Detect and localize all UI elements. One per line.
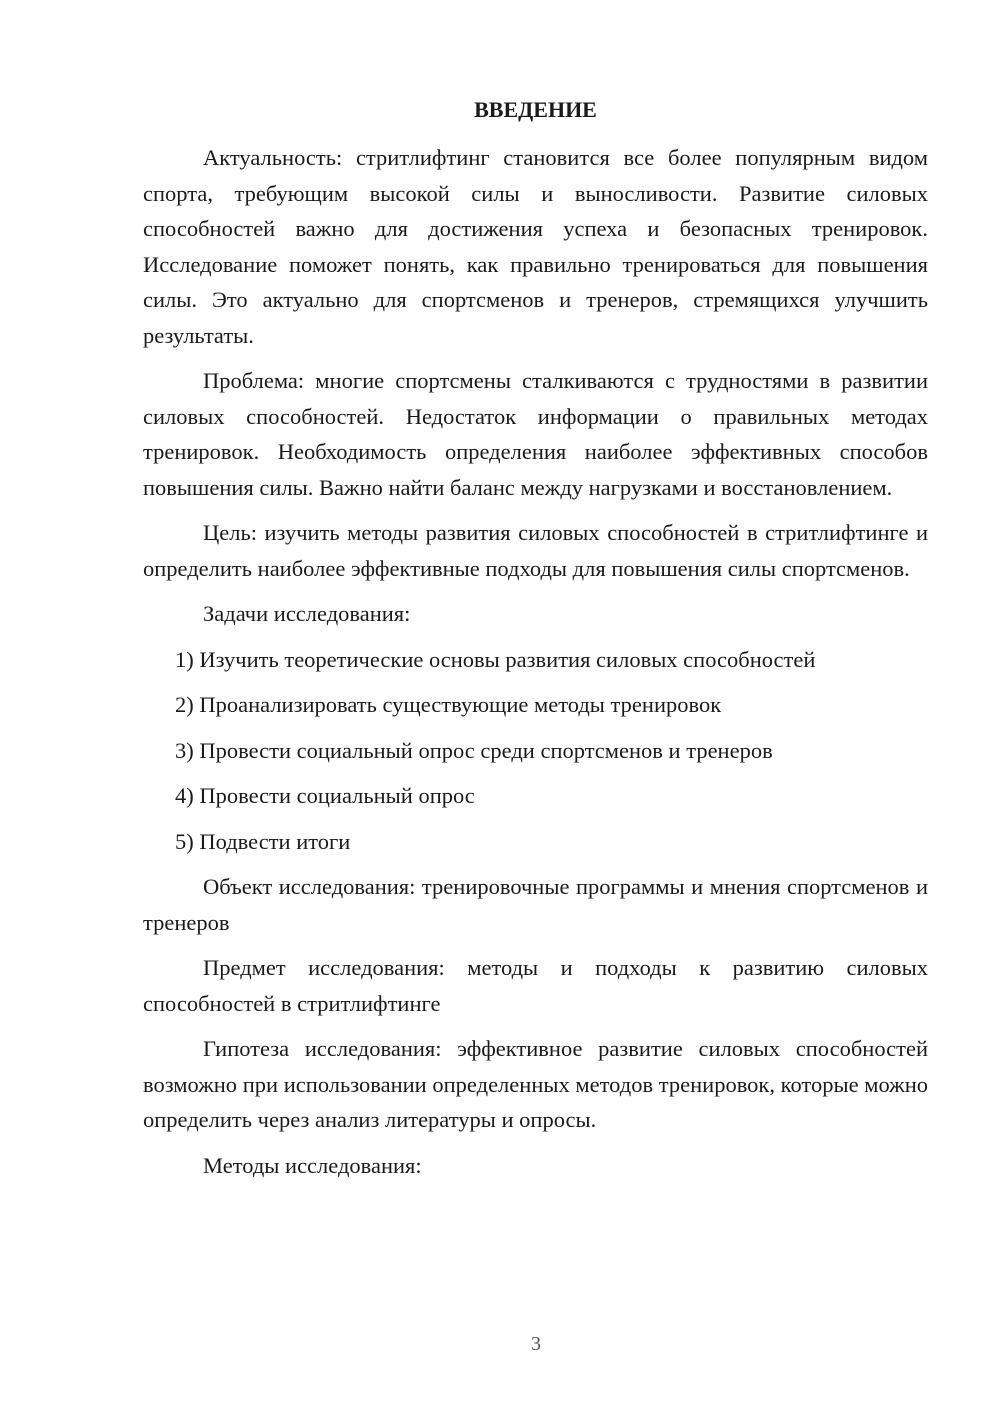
problem-paragraph: Проблема: многие спортсмены сталкиваются с трудностями в развитии силовых способностей. Недостаток информации о правильных методах тренировок. Необходимость определения наиболее эффективных способов повышения силы. Важно найти баланс между нагрузками и восстановлением. [143, 368, 928, 500]
object-paragraph: Объект исследования: тренировочные программы и мнения спортсменов и тренеров [143, 874, 928, 935]
subject-paragraph: Предмет исследования: методы и подходы к развитию силовых способностей в стритлифтинге [143, 955, 928, 1016]
goal-paragraph: Цель: изучить методы развития силовых способностей в стритлифтинге и определить наиболее эффективные подходы для повышения силы спортсменов. [143, 520, 928, 581]
section-title: ВВЕДЕНИЕ [474, 97, 597, 122]
tasks-list [143, 642, 928, 860]
task-item: 3) Провести социальный опрос среди спортсменов и тренеров [175, 737, 773, 763]
hypothesis-paragraph: Гипотеза исследования: эффективное развитие силовых способностей возможно при использовании определенных методов тренировок, которые можно определить через анализ литературы и опросы. [143, 1036, 928, 1132]
page-content [143, 94, 928, 1193]
task-item: 1) Изучить теоретические основы развития силовых способностей [175, 646, 816, 672]
tasks-heading: Задачи исследования: [203, 601, 411, 626]
relevance-paragraph: Актуальность: стритлифтинг становится все более популярным видом спорта, требующим высокой силы и выносливости. Развитие силовых способностей важно для достижения успеха и безопасных тренировок. Исследование поможет понять, как правильно тренироваться для повышения силы. Это актуально для спортсменов и тренеров, стремящихся улучшить результаты. [143, 145, 928, 348]
methods-heading: Методы исследования: [203, 1152, 422, 1178]
task-item: 4) Провести социальный опрос [175, 783, 475, 808]
task-item: 5) Подвести итоги [175, 828, 351, 854]
task-item: 2) Проанализировать существующие методы тренировок [175, 692, 722, 717]
page-number: 3 [531, 1333, 541, 1355]
